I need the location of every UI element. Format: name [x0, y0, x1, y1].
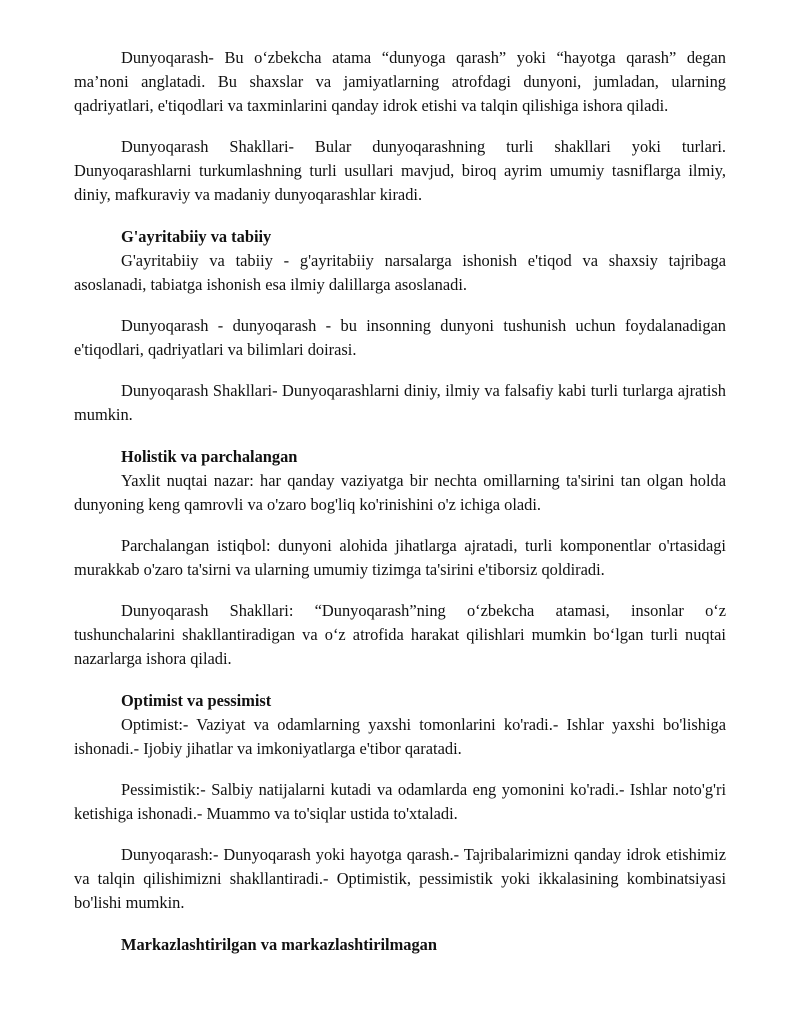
paragraph: G'ayritabiiy va tabiiy - g'ayritabiiy narsalarga ishonish e'tiqod va shaxsiy tajribaga asoslanadi, tabiatga ishonish esa ilmiy dalillarga asoslanadi.	[74, 251, 726, 294]
paragraph: Dunyoqarash- Bu o‘zbekcha atama “dunyoga qarash” yoki “hayotga qarash” degan ma’noni anglatadi. Bu shaxslar va jamiyatlarning atrofdagi dunyoni, jumladan, ularning qadriyatlari, e'tiqodlari va taxminlarini qanday idrok etishi va talqin qilishiga ishora qiladi.	[74, 48, 726, 115]
paragraph: Optimist:- Vaziyat va odamlarning yaxshi tomonlarini ko'radi.- Ishlar yaxshi bo'lishiga ishonadi.- Ijobiy jihatlar va imkoniyatlarga e'tibor qaratadi.	[74, 715, 726, 758]
paragraph: Dunyoqarash:- Dunyoqarash yoki hayotga qarash.- Tajribalarimizni qanday idrok etishimiz va talqin qilishimizni shakllantiradi.- Optimistik, pessimistik yoki ikkalasining kombinatsiyasi bo'lishi mumkin.	[74, 845, 726, 912]
document-page	[74, 46, 726, 957]
paragraph: Yaxlit nuqtai nazar: har qanday vaziyatga bir nechta omillarning ta'sirini tan olgan holda dunyoning keng qamrovli va o'zaro bog'liq ko'rinishini o'z ichiga oladi.	[74, 471, 726, 514]
section-heading: Optimist va pessimist	[121, 691, 272, 710]
section-heading: G'ayritabiiy va tabiiy	[121, 227, 272, 246]
paragraph: Dunyoqarash - dunyoqarash - bu insonning dunyoni tushunish uchun foydalanadigan e'tiqodlari, qadriyatlari va bilimlari doirasi.	[74, 316, 726, 359]
paragraph: Pessimistik:- Salbiy natijalarni kutadi va odamlarda eng yomonini ko'radi.- Ishlar noto'g'ri ketishiga ishonadi.- Muammo va to'siqlar ustida to'xtaladi.	[74, 780, 726, 823]
section-heading: Holistik va parchalangan	[121, 447, 298, 466]
paragraph: Dunyoqarash Shakllari- Dunyoqarashlarni diniy, ilmiy va falsafiy kabi turli turlarga ajratish mumkin.	[74, 381, 726, 424]
paragraph: Parchalangan istiqbol: dunyoni alohida jihatlarga ajratadi, turli komponentlar o'rtasidagi murakkab o'zaro ta'sirni va ularning umumiy tizimga ta'sirini e'tiborsiz qoldiradi.	[74, 536, 726, 579]
section-heading: Markazlashtirilgan va markazlashtirilmagan	[121, 935, 437, 954]
paragraph: Dunyoqarash Shakllari- Bular dunyoqarashning turli shakllari yoki turlari. Dunyoqarashlarni turkumlashning turli usullari mavjud, biroq ayrim umumiy tasniflarga ilmiy, diniy, mafkuraviy va madaniy dunyoqarashlar kiradi.	[74, 137, 726, 204]
paragraph: Dunyoqarash Shakllari: “Dunyoqarash”ning o‘zbekcha atamasi, insonlar o‘z tushunchalarini shakllantiradigan va o‘z atrofida harakat qilishlari mumkin bo‘lgan turli nuqtai nazarlarga ishora qiladi.	[74, 601, 726, 668]
